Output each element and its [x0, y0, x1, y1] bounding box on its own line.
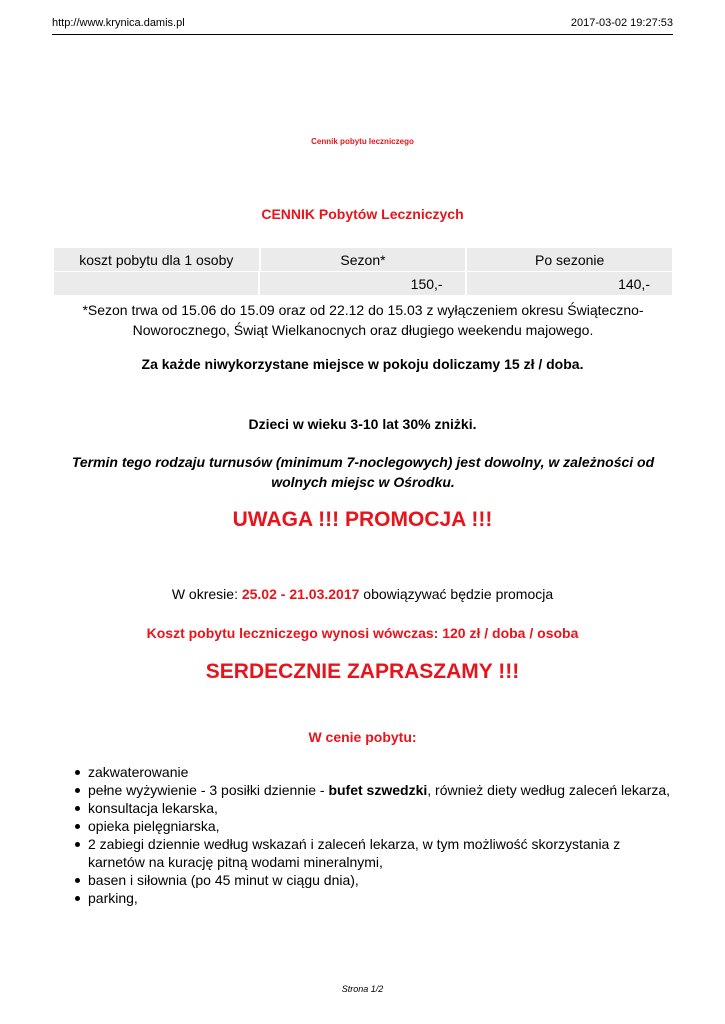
small-page-title: Cennik pobytu leczniczego — [311, 137, 414, 146]
list-item-text: , również diety według zaleceń lekarza, — [427, 782, 671, 798]
table-row — [54, 272, 672, 295]
list-item: konsultacja lekarska, — [88, 799, 674, 817]
list-item — [88, 781, 674, 799]
extra-bed-note: Za każde niwykorzystane miejsce w pokoju doliczamy 15 zł / doba. — [141, 356, 584, 372]
included-heading: W cenie pobytu: — [308, 729, 417, 745]
term-note: Termin tego rodzaju turnusów (minimum 7-noclegowych) jest dowolny, w zależności od wolnych miejsc w Ośrodku. — [71, 454, 655, 490]
table-header-cell: Sezon* — [261, 248, 466, 271]
invite-heading: SERDECZNIE ZAPRASZAMY !!! — [205, 660, 520, 683]
included-list — [88, 763, 674, 907]
table-header-cell: Po sezonie — [467, 248, 672, 271]
promo-heading: UWAGA !!! PROMOCJA !!! — [232, 508, 493, 531]
promo-period — [0, 586, 725, 602]
price-table-values — [52, 270, 674, 297]
table-cell: 140,- — [467, 272, 672, 295]
kids-discount: Dzieci w wieku 3-10 lat 30% zniżki. — [248, 416, 477, 432]
list-item-text: pełne wyżywienie - 3 posiłki dziennie - — [88, 782, 329, 798]
page-title: CENNIK Pobytów Leczniczych — [261, 206, 464, 222]
promo-period-suffix: obowiązywać będzie promocja — [359, 586, 554, 602]
table-header-row — [54, 248, 672, 271]
list-item-bold: bufet szwedzki — [328, 782, 428, 798]
table-cell — [54, 272, 258, 295]
print-header — [52, 17, 673, 35]
table-header-cell: koszt pobytu dla 1 osoby — [54, 248, 259, 271]
list-item: opieka pielęgniarska, — [88, 817, 674, 835]
print-datetime: 2017-03-02 19:27:53 — [570, 17, 673, 29]
promo-period-prefix: W okresie: — [171, 586, 242, 602]
list-item: basen i siłownia (po 45 minut w ciągu dnia), — [88, 871, 674, 889]
list-item: zakwaterowanie — [88, 763, 674, 781]
season-note: *Sezon trwa od 15.06 do 15.09 oraz od 22.12 do 15.03 z wyłączeniem okresu Świąteczno-Noworocznego, Świąt Wielkanocnych oraz długiego weekendu majowego. — [82, 302, 644, 338]
promo-cost: Koszt pobytu leczniczego wynosi wówczas: 120 zł / doba / osoba — [146, 625, 579, 641]
list-item: 2 zabiegi dziennie według wskazań i zaleceń lekarza, w tym możliwość skorzystania z karnetów na kurację pitną wodami mineralnymi, — [88, 835, 674, 871]
promo-period-dates: 25.02 - 21.03.2017 — [241, 586, 360, 602]
page-url: http://www.krynica.damis.pl — [52, 17, 185, 29]
table-cell: 150,- — [260, 272, 464, 295]
list-item: parking, — [88, 889, 674, 907]
page-footer: Strona 1/2 — [341, 984, 384, 994]
price-table — [52, 246, 674, 273]
